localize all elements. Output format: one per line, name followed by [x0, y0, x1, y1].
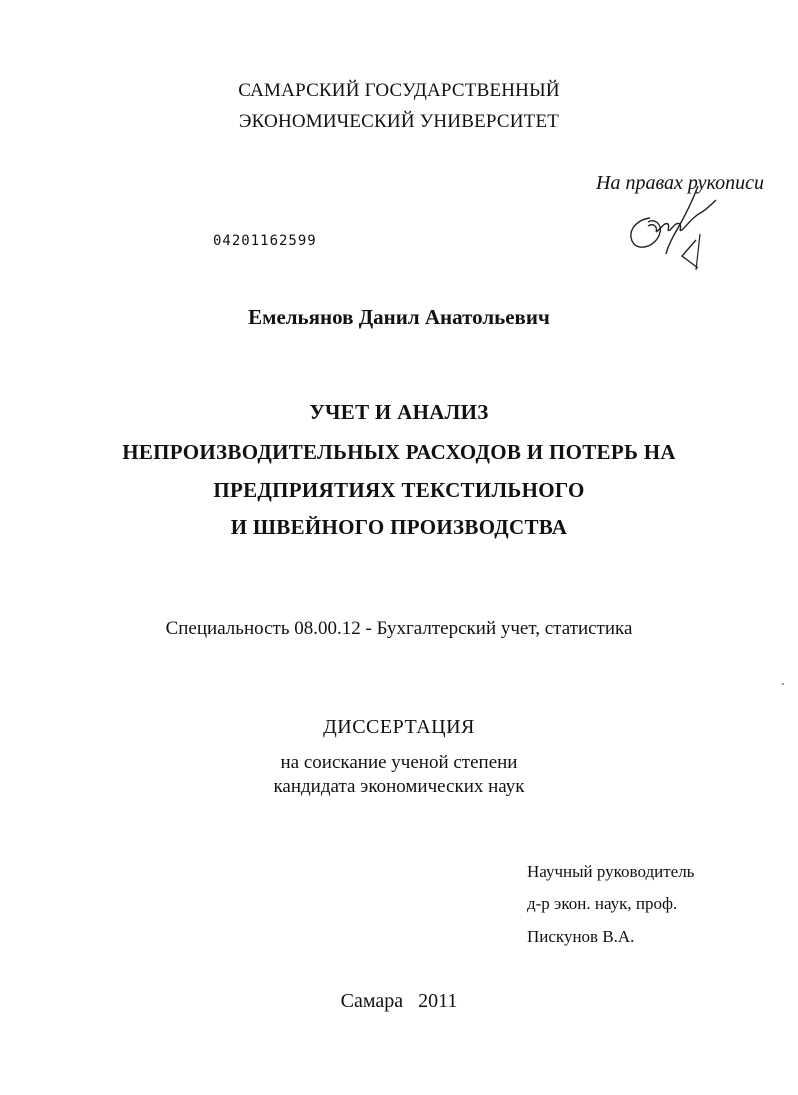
rights-note: На правах рукописи: [596, 172, 764, 194]
advisor-title: Научный руководитель: [527, 862, 695, 881]
document-type: ДИССЕРТАЦИЯ: [323, 716, 475, 738]
degree-line-2: кандидата экономических наук: [273, 776, 525, 797]
degree-line-1: на соискание ученой степени: [280, 752, 518, 773]
advisor-degree: д-р экон. наук, проф.: [527, 894, 678, 913]
city-year: Самара 2011: [340, 990, 458, 1012]
title-line-4: И ШВЕЙНОГО ПРОИЗВОДСТВА: [230, 515, 568, 539]
title-line-2: НЕПРОИЗВОДИТЕЛЬНЫХ РАСХОДОВ И ПОТЕРЬ НА: [122, 440, 676, 464]
specialty: Специальность 08.00.12 - Бухгалтерский учет, статистика: [165, 618, 633, 639]
university-name-line-1: САМАРСКИЙ ГОСУДАРСТВЕННЫЙ: [238, 80, 560, 101]
author-name: Емельянов Данил Анатольевич: [248, 305, 550, 329]
document-code: 04201162599: [213, 233, 317, 249]
signature-icon: [620, 182, 730, 272]
scan-dot: [782, 683, 784, 685]
title-line-1: УЧЕТ И АНАЛИЗ: [309, 400, 489, 424]
title-line-3: ПРЕДПРИЯТИЯХ ТЕКСТИЛЬНОГО: [213, 478, 585, 502]
advisor-name: Пискунов В.А.: [527, 927, 635, 946]
university-name-line-2: ЭКОНОМИЧЕСКИЙ УНИВЕРСИТЕТ: [238, 111, 560, 132]
